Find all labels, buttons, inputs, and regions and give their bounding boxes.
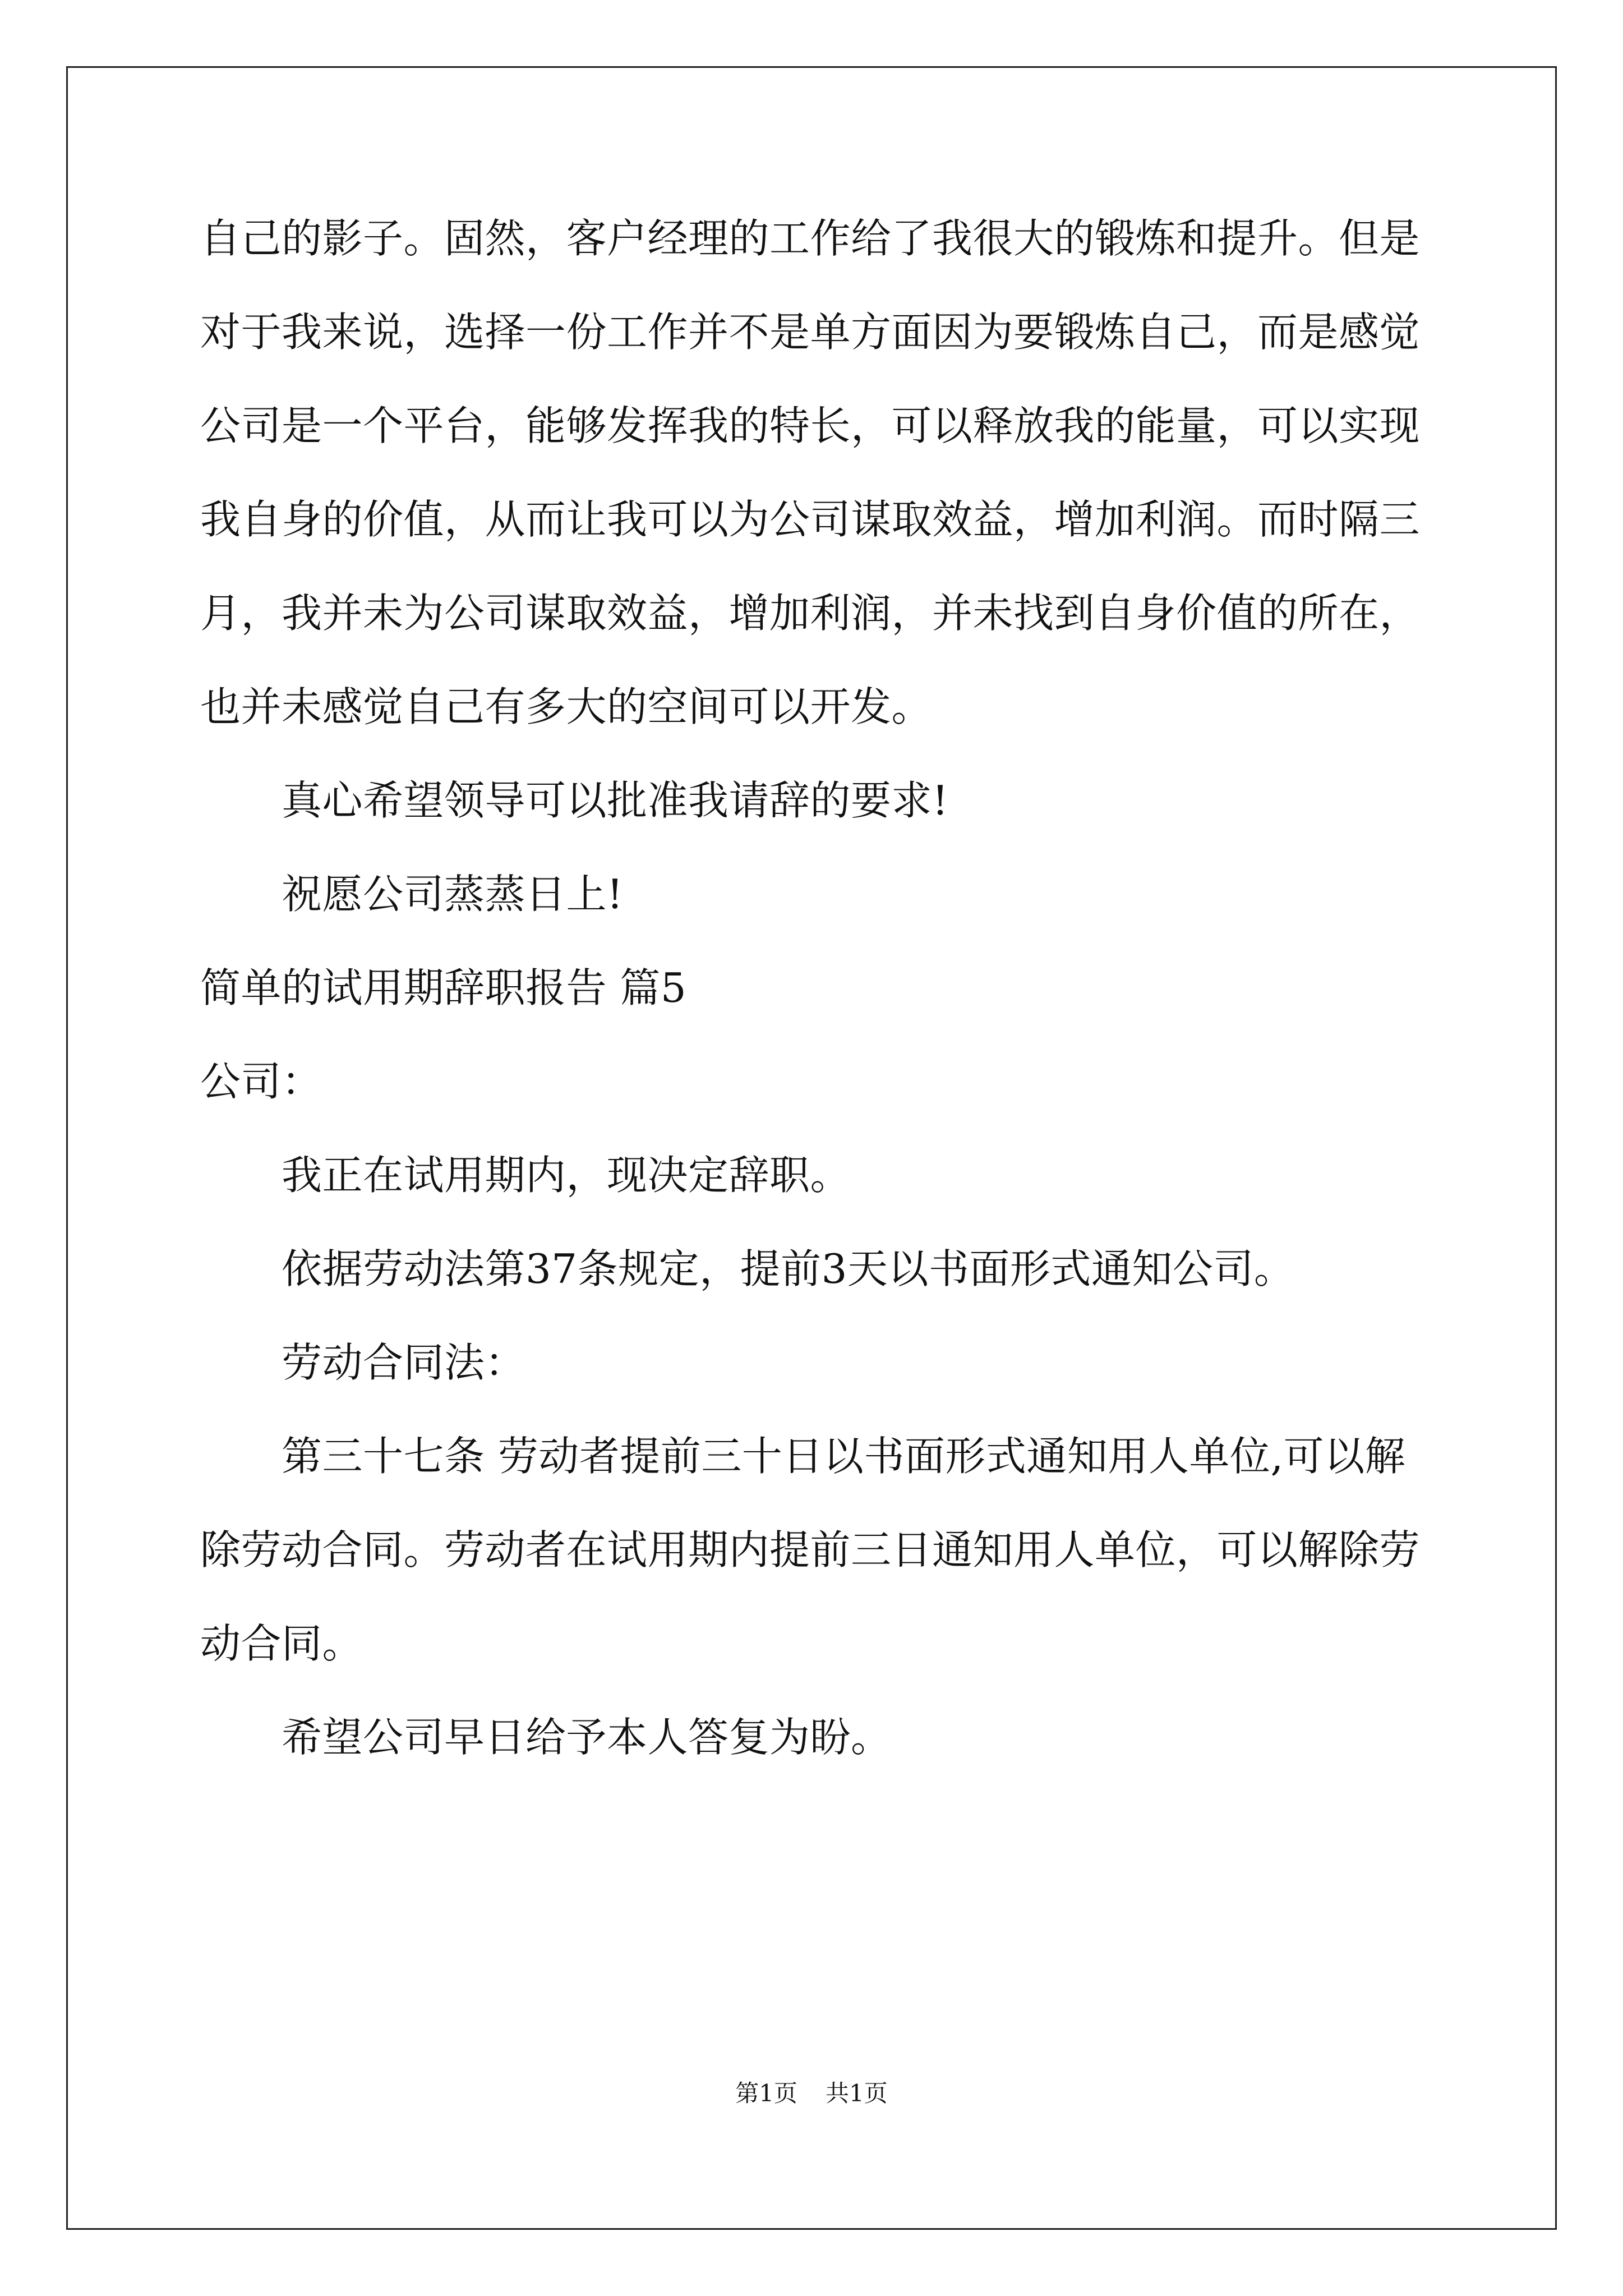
page-total: 共1页 (826, 2079, 888, 2107)
paragraph-line: 自己的影子。固然，客户经理的工作给了我很大的锻炼和提升。但是 (200, 215, 1421, 262)
paragraph-line: 我正在试用期内，现决定辞职。 (282, 1152, 851, 1199)
section-heading: 简单的试用期辞职报告 篇5 (200, 964, 687, 1011)
salutation: 公司： (200, 1058, 322, 1105)
paragraph-line: 除劳动合同。劳动者在试用期内提前三日通知用人单位，可以解除劳 (200, 1526, 1421, 1573)
paragraph-line: 希望公司早日给予本人答复为盼。 (282, 1714, 892, 1761)
paragraph-line: 第三十七条 劳动者提前三十日以书面形式通知用人单位,可以解 (282, 1433, 1406, 1480)
paragraph-line: 真心希望领导可以批准我请辞的要求! (282, 777, 949, 824)
paragraph-line: 祝愿公司蒸蒸日上! (282, 871, 624, 918)
page-footer (0, 2078, 1623, 2109)
paragraph-line: 劳动合同法： (282, 1339, 526, 1386)
page-number: 第1页 (735, 2079, 797, 2107)
paragraph-line: 动合同。 (200, 1620, 363, 1667)
paragraph-line: 依据劳动法第37条规定，提前3天以书面形式通知公司。 (282, 1245, 1295, 1292)
paragraph-line: 也并未感觉自己有多大的空间可以开发。 (200, 683, 933, 730)
paragraph-line: 我自身的价值，从而让我可以为公司谋取效益，增加利润。而时隔三 (200, 496, 1421, 543)
page-border (66, 66, 1557, 2230)
paragraph-line: 公司是一个平台，能够发挥我的特长，可以释放我的能量，可以实现 (200, 402, 1421, 449)
paragraph-line: 月，我并未为公司谋取效益，增加利润，并未找到自身价值的所在， (200, 590, 1421, 637)
paragraph-line: 对于我来说，选择一份工作并不是单方面因为要锻炼自己，而是感觉 (200, 309, 1421, 356)
